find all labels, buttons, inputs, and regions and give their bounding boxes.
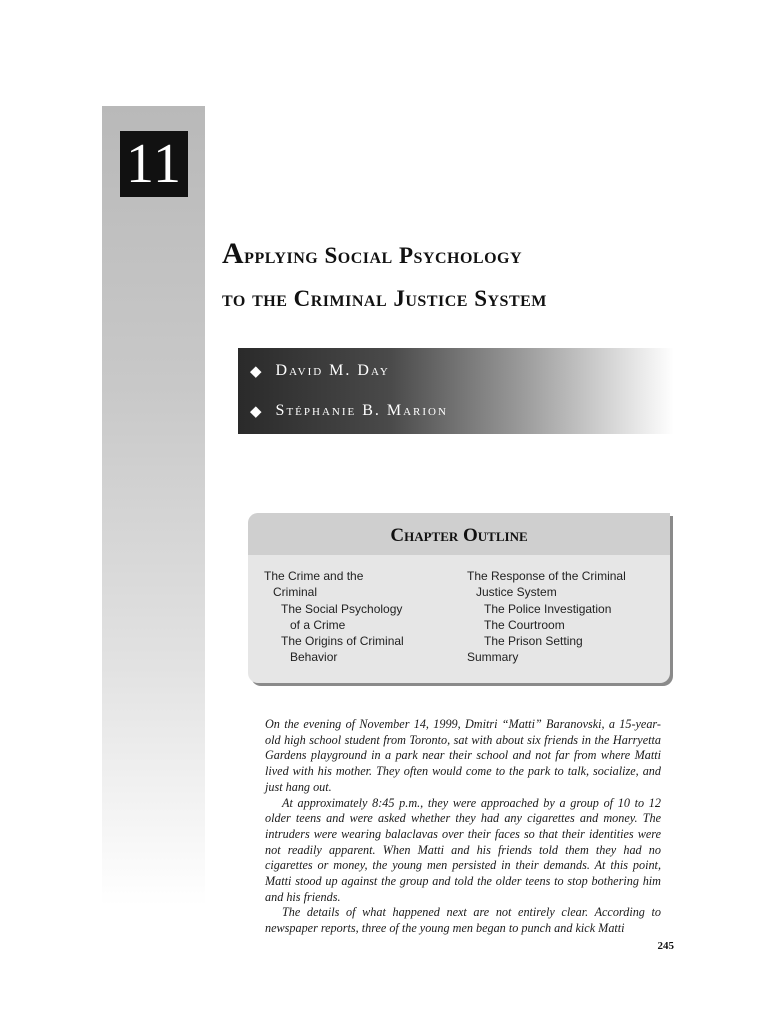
body-paragraph: At approximately 8:45 p.m., they were approached by a group of 10 to 12 older teens and were asked whether they had any cigarettes and money. The intruders were wearing balaclavas over their faces so that their identities were not readily apparent. When Matti and his friends told them they had no cigarettes or money, the young men persisted in their demands. At this point, Matti stood up against the group and told the older teens to stop bothering him and his friends. [265,795,661,904]
authors-banner [238,348,674,434]
outline-item: The Crime and the [264,569,364,583]
chapter-outline-box [248,513,670,683]
outline-item: The Courtroom [484,617,565,632]
chapter-opening-text [265,717,661,937]
outline-item: Criminal [273,585,318,600]
outline-item: The Response of the Criminal [467,569,626,583]
outline-left-column [264,568,464,666]
body-paragraph: The details of what happened next are not entirely clear. According to newspaper reports, three of the young men began to punch and kick Matti [265,905,661,936]
outline-item: The Origins of Criminal [281,634,404,649]
chapter-title-line-2: to the Criminal Justice System [222,286,547,311]
title-initial: A [222,237,245,270]
title-line-1-rest: pplying Social Psychology [244,243,523,268]
diamond-bullet-icon: ◆ [250,363,264,380]
chapter-title [222,232,742,320]
author-item [250,400,448,422]
outline-item: Summary [467,650,519,665]
chapter-title-line-1 [222,232,742,277]
chapter-number: 11 [120,131,188,197]
outline-item: of a Crime [290,617,346,632]
diamond-bullet-icon: ◆ [250,403,264,420]
outline-right-column [467,568,667,666]
decorative-side-bar [102,106,205,906]
outline-item: Behavior [290,650,338,665]
outline-item: Justice System [476,585,557,600]
author-name: Stéphanie B. Marion [275,402,448,419]
author-name: David M. Day [275,362,390,379]
body-paragraph: On the evening of November 14, 1999, Dmitri “Matti” Baranovski, a 15-year-old high school student from Toronto, sat with about six friends in the Harryetta Gardens playground in a park near their school and not far from where Matti lived with his mother. They often would come to the park to talk, socialize, and just hang out. [265,717,661,794]
outline-item: The Prison Setting [484,634,583,649]
author-item [250,360,390,382]
outline-item: The Social Psychology [281,601,403,616]
outline-item: The Police Investigation [484,601,612,616]
page-number: 245 [657,940,674,952]
chapter-outline-heading: Chapter Outline [248,513,670,555]
